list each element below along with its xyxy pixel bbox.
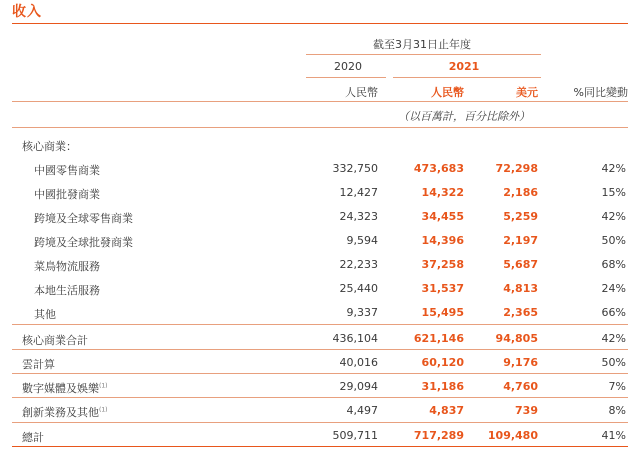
value-2020: 24,323 xyxy=(339,210,378,223)
row-label: 本地生活服務 xyxy=(34,284,100,297)
value-2021-rmb: 31,186 xyxy=(421,380,464,393)
value-2021-usd: 5,259 xyxy=(503,210,538,223)
value-2021-rmb: 60,120 xyxy=(421,356,464,369)
row-label: 菜鳥物流服務 xyxy=(34,260,100,273)
value-2021-rmb: 621,146 xyxy=(413,332,464,345)
rmb-2020-header: 人民幣 xyxy=(345,86,378,99)
value-yoy: 66% xyxy=(601,306,626,319)
value-yoy: 8% xyxy=(608,404,626,417)
row-rule xyxy=(12,349,628,350)
value-yoy: 7% xyxy=(608,380,626,393)
row-label-text: 數字媒體及娛樂 xyxy=(22,382,99,395)
value-2020: 22,233 xyxy=(339,258,378,271)
row-label: 中國批發商業 xyxy=(34,188,100,201)
year-2020-underline xyxy=(306,77,386,78)
value-yoy: 24% xyxy=(601,282,626,295)
value-2021-rmb: 473,683 xyxy=(413,162,464,175)
value-2020: 25,440 xyxy=(339,282,378,295)
row-label: 其他 xyxy=(34,308,56,321)
value-yoy: 42% xyxy=(601,210,626,223)
value-2021-usd: 109,480 xyxy=(487,429,538,442)
table-row xyxy=(12,230,628,254)
row-label xyxy=(22,380,108,396)
unit-note: （以百萬計，百分比除外） xyxy=(398,110,530,123)
row-label: 核心商業合計 xyxy=(22,334,88,347)
row-rule xyxy=(12,422,628,423)
value-2021-rmb: 15,495 xyxy=(421,306,464,319)
row-label: 中國零售商業 xyxy=(34,164,100,177)
value-2021-usd: 739 xyxy=(515,404,538,417)
year-2021-header: 2021 xyxy=(448,60,480,73)
table-row xyxy=(12,206,628,230)
value-yoy: 50% xyxy=(601,356,626,369)
period-underline xyxy=(306,54,541,55)
row-label: 雲計算 xyxy=(22,358,55,371)
value-2021-usd: 2,197 xyxy=(503,234,538,247)
table-row xyxy=(12,278,628,302)
row-label: 跨境及全球批發商業 xyxy=(34,236,133,249)
value-2021-usd: 4,813 xyxy=(503,282,538,295)
table-row xyxy=(12,158,628,182)
subtotal-rule xyxy=(12,324,628,325)
row-rule xyxy=(12,397,628,398)
value-2020: 509,711 xyxy=(332,429,378,442)
value-2020: 12,427 xyxy=(339,186,378,199)
row-rule xyxy=(12,373,628,374)
top-rule xyxy=(12,23,628,24)
value-2021-rmb: 4,837 xyxy=(429,404,464,417)
rmb-2021-header: 人民幣 xyxy=(431,86,464,99)
value-2021-usd: 2,186 xyxy=(503,186,538,199)
table-row xyxy=(12,134,628,158)
value-2021-rmb: 34,455 xyxy=(421,210,464,223)
value-2021-usd: 2,365 xyxy=(503,306,538,319)
table-row xyxy=(12,182,628,206)
value-2020: 4,497 xyxy=(346,404,378,417)
value-yoy: 42% xyxy=(601,332,626,345)
yoy-header: %同比變動 xyxy=(573,86,628,99)
section-title: 收入 xyxy=(12,4,42,20)
row-label xyxy=(22,404,108,420)
value-2020: 29,094 xyxy=(339,380,378,393)
value-yoy: 68% xyxy=(601,258,626,271)
value-2021-usd: 4,760 xyxy=(503,380,538,393)
table-row xyxy=(12,400,628,424)
footnote-marker: (1) xyxy=(99,406,108,414)
value-2021-usd: 5,687 xyxy=(503,258,538,271)
value-2020: 40,016 xyxy=(339,356,378,369)
footnote-marker: (1) xyxy=(99,382,108,390)
year-2021-underline xyxy=(393,77,541,78)
value-2020: 9,594 xyxy=(346,234,378,247)
value-yoy: 41% xyxy=(601,429,626,442)
table-row xyxy=(12,302,628,326)
value-yoy: 15% xyxy=(601,186,626,199)
value-2021-rmb: 717,289 xyxy=(413,429,464,442)
row-label: 核心商業： xyxy=(22,140,77,153)
value-yoy: 42% xyxy=(601,162,626,175)
row-label: 總計 xyxy=(22,431,44,444)
header-rule xyxy=(12,101,628,102)
period-header: 截至3月31日止年度 xyxy=(373,38,471,51)
value-2021-rmb: 37,258 xyxy=(421,258,464,271)
year-2020-header: 2020 xyxy=(334,60,362,73)
value-2021-rmb: 14,322 xyxy=(421,186,464,199)
unit-rule xyxy=(12,127,628,128)
value-2020: 436,104 xyxy=(332,332,378,345)
table-row xyxy=(12,254,628,278)
value-2021-rmb: 14,396 xyxy=(421,234,464,247)
usd-header: 美元 xyxy=(516,86,538,99)
bottom-rule xyxy=(12,446,628,447)
value-2021-usd: 9,176 xyxy=(503,356,538,369)
value-2020: 9,337 xyxy=(346,306,378,319)
value-2021-usd: 72,298 xyxy=(495,162,538,175)
value-2021-usd: 94,805 xyxy=(495,332,538,345)
value-yoy: 50% xyxy=(601,234,626,247)
value-2021-rmb: 31,537 xyxy=(421,282,464,295)
value-2020: 332,750 xyxy=(332,162,378,175)
row-label-text: 創新業務及其他 xyxy=(22,406,99,419)
row-label: 跨境及全球零售商業 xyxy=(34,212,133,225)
